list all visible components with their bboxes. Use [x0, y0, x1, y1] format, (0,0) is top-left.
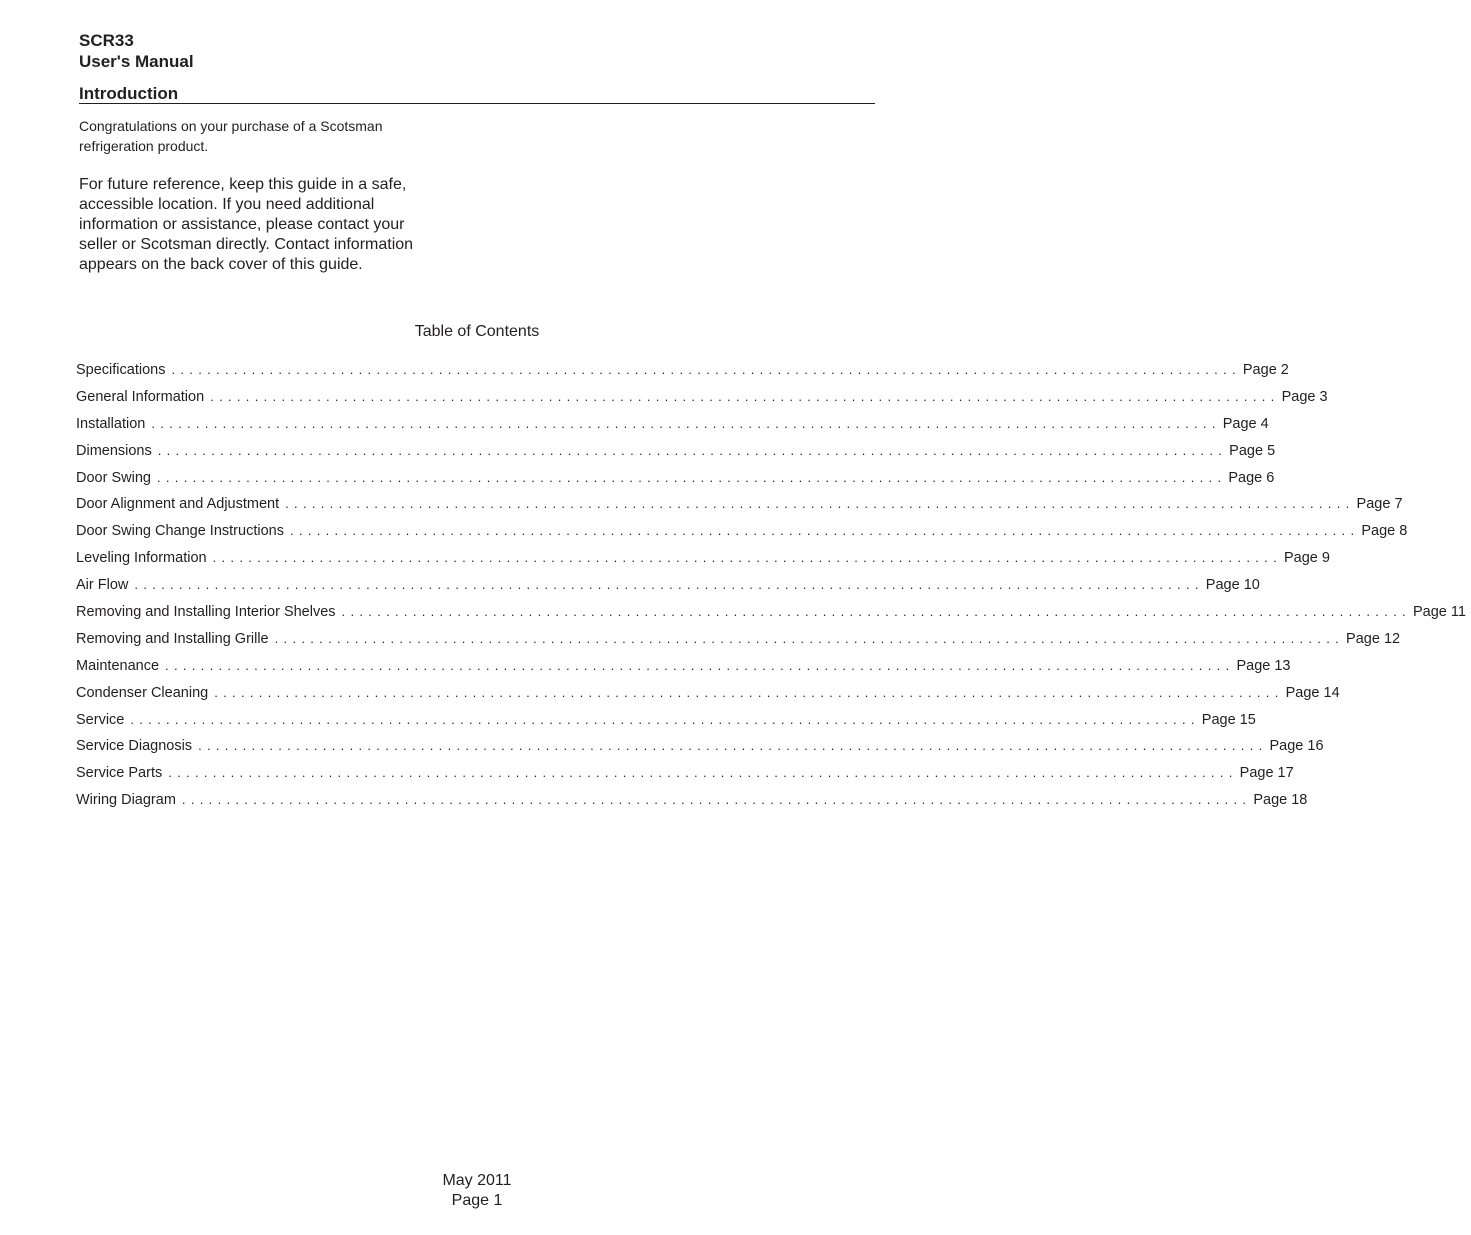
section-title: Introduction: [79, 84, 179, 103]
toc-dot-leader: ........................................................................................................................: [212, 550, 1282, 566]
toc-entry-page: Page 8: [1361, 523, 1408, 540]
toc-entry[interactable]: [76, 521, 1408, 548]
toc-entry-page: Page 10: [1205, 577, 1260, 594]
toc-entry-label: General Information: [76, 388, 205, 405]
toc-entry[interactable]: [76, 414, 1269, 441]
intro-paragraph-2-line: For future reference, keep this guide in a safe,: [79, 176, 407, 193]
toc-entry-page: Page 15: [1201, 711, 1256, 728]
intro-paragraph-1: [79, 116, 459, 156]
toc-entry-page: Page 7: [1356, 496, 1403, 513]
toc-entry[interactable]: [76, 656, 1291, 683]
toc-entry-page: Page 11: [1412, 604, 1466, 621]
toc-dot-leader: ........................................................................................................................: [285, 496, 1355, 512]
toc-entry-label: Leveling Information: [76, 550, 207, 567]
toc-entry-label: Removing and Installing Interior Shelves: [76, 604, 336, 621]
section-divider: [79, 103, 875, 104]
toc-entry[interactable]: [76, 683, 1340, 710]
footer-page-number: Page 1: [451, 1192, 503, 1209]
toc-entry-page: Page 12: [1346, 630, 1401, 647]
intro-paragraph-2-line: seller or Scotsman directly. Contact information: [79, 236, 414, 253]
intro-paragraph-2-line: information or assistance, please contact your: [79, 216, 405, 233]
toc-dot-leader: ........................................................................................................................: [198, 738, 1268, 754]
toc-entry[interactable]: [76, 629, 1401, 656]
toc-entry-page: Page 9: [1284, 550, 1330, 567]
toc-entry[interactable]: [76, 710, 1256, 737]
toc-entry-label: Door Swing: [76, 469, 151, 486]
toc-dot-leader: ........................................................................................................................: [274, 630, 1345, 646]
toc-entry[interactable]: [76, 441, 1276, 468]
toc-dot-leader: ........................................................................................................................: [156, 469, 1227, 485]
toc-entry-page: Page 14: [1285, 684, 1340, 701]
toc-entry-label: Condenser Cleaning: [76, 684, 209, 701]
toc-entry-label: Maintenance: [76, 657, 160, 674]
toc-entry-page: Page 2: [1242, 362, 1289, 378]
page-footer: [0, 1171, 954, 1211]
toc-dot-leader: ........................................................................................................................: [210, 388, 1280, 404]
toc-entry-label: Service Parts: [76, 765, 163, 782]
toc-dot-leader: ........................................................................................................................: [341, 604, 1411, 620]
footer-date: May 2011: [442, 1172, 512, 1189]
toc-entry-label: Air Flow: [76, 577, 129, 594]
toc-entry-label: Service Diagnosis: [76, 738, 193, 755]
toc-entry-page: Page 5: [1229, 442, 1276, 459]
intro-paragraph-1-line: refrigeration product.: [79, 138, 209, 154]
toc-entry-page: Page 17: [1239, 765, 1294, 782]
toc-dot-leader: ........................................................................................................................: [165, 657, 1235, 673]
toc-dot-leader: ........................................................................................................................: [289, 523, 1360, 539]
intro-paragraph-2-line: accessible location. If you need additional: [79, 196, 375, 213]
toc-entry-label: Installation: [76, 415, 146, 432]
toc-entry[interactable]: [76, 360, 1289, 387]
intro-paragraph-1-line: Congratulations on your purchase of a Scotsman: [79, 118, 383, 134]
toc-entry-label: Door Swing Change Instructions: [76, 523, 284, 540]
toc-entry[interactable]: [76, 387, 1328, 414]
toc-dot-leader: ........................................................................................................................: [181, 792, 1252, 808]
table-of-contents: [76, 360, 1466, 817]
toc-entry[interactable]: [76, 790, 1308, 817]
toc-entry[interactable]: [76, 468, 1275, 495]
document-type: User's Manual: [79, 52, 194, 71]
toc-entry[interactable]: [76, 736, 1324, 763]
toc-dot-leader: ........................................................................................................................: [151, 415, 1221, 431]
toc-entry-page: Page 13: [1236, 657, 1291, 674]
toc-dot-leader: ........................................................................................................................: [130, 711, 1200, 727]
toc-entry-page: Page 18: [1253, 792, 1308, 809]
toc-dot-leader: ........................................................................................................................: [171, 362, 1241, 377]
toc-entry-label: Dimensions: [76, 442, 152, 459]
toc-entry[interactable]: [76, 575, 1260, 602]
model-number: SCR33: [79, 31, 134, 50]
toc-entry[interactable]: [76, 602, 1466, 629]
toc-entry-label: Specifications: [76, 362, 166, 378]
toc-entry-label: Removing and Installing Grille: [76, 630, 269, 647]
toc-dot-leader: ........................................................................................................................: [214, 684, 1284, 700]
toc-entry[interactable]: [76, 763, 1294, 790]
toc-entry-label: Door Alignment and Adjustment: [76, 496, 280, 513]
toc-entry-page: Page 3: [1281, 388, 1328, 405]
document-header: [79, 30, 194, 72]
toc-entry-page: Page 6: [1228, 469, 1275, 486]
toc-dot-leader: ........................................................................................................................: [168, 765, 1238, 781]
toc-entry-label: Service: [76, 711, 125, 728]
toc-entry-page: Page 4: [1222, 415, 1269, 432]
toc-entry[interactable]: [76, 548, 1330, 575]
intro-paragraph-2: [79, 175, 459, 275]
toc-title: Table of Contents: [414, 323, 540, 340]
toc-dot-leader: ........................................................................................................................: [157, 442, 1228, 458]
intro-paragraph-2-line: appears on the back cover of this guide.: [79, 256, 363, 273]
toc-dot-leader: ........................................................................................................................: [134, 577, 1204, 593]
toc-entry-page: Page 16: [1269, 738, 1324, 755]
toc-entry[interactable]: [76, 494, 1403, 521]
toc-entry-label: Wiring Diagram: [76, 792, 176, 809]
